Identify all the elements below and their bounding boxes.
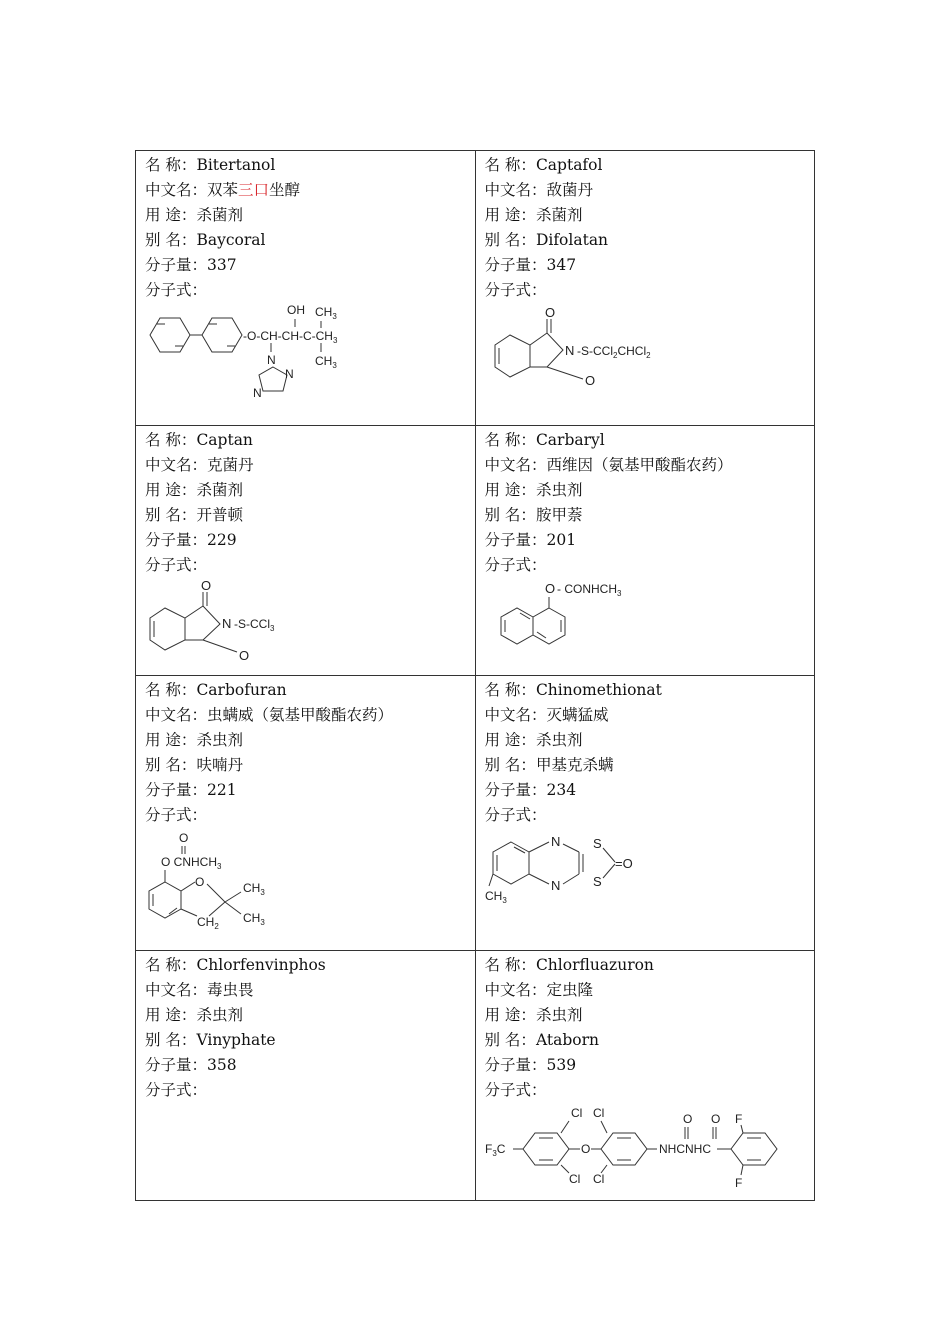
- compound-name: Bitertanol: [196, 156, 276, 174]
- mw-label: 分子量：: [145, 1056, 208, 1074]
- molecular-weight: 337: [207, 256, 237, 274]
- substituent-text: -S-CCl$_3$: [234, 617, 275, 633]
- formula-label: 分子式：: [484, 806, 547, 824]
- mw-label: 分子量：: [484, 781, 547, 799]
- alias-label: 别 名：: [145, 1031, 197, 1049]
- chlorine-2: Cl: [568, 1172, 580, 1186]
- methyl-a: $CH_3$: [243, 881, 265, 897]
- pesticide-table: [135, 150, 815, 1201]
- use-label: 用 途：: [145, 1006, 197, 1024]
- nitrogen: N: [222, 616, 232, 631]
- formula-label: 分子式：: [145, 806, 208, 824]
- structure-carbofuran: [145, 830, 455, 940]
- oxygen-urea-1: O: [682, 1112, 692, 1126]
- compound-alias: 甲基克杀螨: [535, 756, 614, 774]
- name-label: 名 称：: [145, 156, 197, 174]
- structure-captafol: [485, 305, 795, 405]
- oxygen-bottom: O: [239, 648, 250, 663]
- molecular-weight: 201: [546, 531, 577, 549]
- oxo-text: =O: [614, 856, 633, 871]
- compound-use: 杀菌剂: [196, 481, 243, 499]
- compound-name: Carbaryl: [535, 431, 605, 449]
- carbamate-text: O $CNHCH_3$: [161, 855, 222, 871]
- compound-alias: Ataborn: [535, 1031, 599, 1049]
- molecular-weight: 229: [207, 531, 237, 549]
- oxygen-top: O: [201, 580, 212, 593]
- substituent-text: -S-CCl$_2$CHCl$_2$: [576, 344, 651, 360]
- oxygen-top: O: [544, 305, 555, 320]
- ch3-top-text: $CH_3$: [315, 305, 337, 321]
- oxygen-carbonyl: O: [179, 831, 189, 845]
- compound-alias: Vinyphate: [196, 1031, 276, 1049]
- formula-label: 分子式：: [484, 1081, 547, 1099]
- alias-label: 别 名：: [484, 231, 536, 249]
- name-label: 名 称：: [145, 681, 197, 699]
- nitrogen: N: [564, 343, 574, 358]
- alias-label: 别 名：: [484, 756, 536, 774]
- cn-name-label: 中文名：: [145, 456, 208, 474]
- methyl-text: $CH_3$: [484, 889, 507, 905]
- oxygen-urea-2: O: [710, 1112, 720, 1126]
- cn-name-label: 中文名：: [484, 456, 547, 474]
- structure-chinomethionat: [485, 830, 795, 920]
- compound-name: Carbofuran: [196, 681, 287, 699]
- compound-cell-captafol: [475, 151, 815, 426]
- cn-name: 毒虫畏: [207, 981, 254, 999]
- compound-name: Captan: [196, 431, 253, 449]
- chlorine-3: Cl: [592, 1106, 604, 1120]
- cn-name-suffix: 坐醇: [269, 181, 301, 199]
- cn-name: 定虫隆: [546, 981, 594, 999]
- use-label: 用 途：: [145, 206, 197, 224]
- use-label: 用 途：: [484, 481, 536, 499]
- use-label: 用 途：: [484, 1006, 536, 1024]
- name-label: 名 称：: [484, 956, 536, 974]
- compound-alias: 开普顿: [196, 506, 243, 524]
- use-label: 用 途：: [145, 731, 197, 749]
- chlorine-4: Cl: [592, 1172, 604, 1186]
- chain-text: $-O-CH-CH-C-CH_3$: [243, 329, 338, 345]
- compound-name: Captafol: [535, 156, 603, 174]
- use-label: 用 途：: [484, 731, 536, 749]
- structure-bitertanol: [145, 305, 455, 405]
- compound-name: Chlorfluazuron: [535, 956, 654, 974]
- molecular-weight: 221: [207, 781, 237, 799]
- cn-name: 双苯: [207, 181, 239, 199]
- compound-cell-chlorfluazuron: [475, 951, 815, 1201]
- nitrogen-top: N: [550, 834, 560, 849]
- structure-captan: [145, 580, 455, 670]
- alias-label: 别 名：: [145, 231, 197, 249]
- cn-name: 灭螨猛威: [546, 706, 609, 724]
- sulfur-top: S: [592, 836, 602, 851]
- cn-name: 敌菌丹: [546, 181, 594, 199]
- compound-name: Chlorfenvinphos: [196, 956, 326, 974]
- mw-label: 分子量：: [484, 256, 547, 274]
- oxygen-ring: O: [195, 875, 205, 889]
- methylene: $CH_2$: [197, 915, 219, 931]
- compound-cell-captan: [136, 426, 476, 676]
- fluorine-2: F: [734, 1176, 742, 1190]
- ch3-bottom-text: $CH_3$: [315, 354, 337, 370]
- oh-text: OH: [287, 305, 305, 317]
- use-label: 用 途：: [145, 481, 197, 499]
- compound-use: 杀虫剂: [535, 731, 583, 749]
- urea-chain: NHCNHC: [658, 1142, 711, 1156]
- alias-label: 别 名：: [145, 756, 197, 774]
- molecular-weight: 234: [546, 781, 577, 799]
- structure-chlorfluazuron: [485, 1105, 800, 1195]
- oxygen: O: [544, 581, 555, 596]
- compound-cell-carbofuran: [136, 676, 476, 951]
- compound-alias: 呋喃丹: [196, 756, 243, 774]
- formula-label: 分子式：: [145, 556, 208, 574]
- mw-label: 分子量：: [484, 531, 547, 549]
- methyl-b: $CH_3$: [243, 911, 265, 927]
- molecular-weight: 358: [207, 1056, 237, 1074]
- molecular-weight: 539: [546, 1056, 577, 1074]
- formula-label: 分子式：: [484, 281, 547, 299]
- name-label: 名 称：: [484, 431, 536, 449]
- name-label: 名 称：: [484, 156, 536, 174]
- compound-use: 杀虫剂: [535, 481, 583, 499]
- triazole-n2: N: [285, 367, 294, 381]
- compound-use: 杀菌剂: [535, 206, 583, 224]
- mw-label: 分子量：: [145, 256, 208, 274]
- alias-label: 别 名：: [484, 1031, 536, 1049]
- compound-alias: Difolatan: [535, 231, 609, 249]
- name-label: 名 称：: [145, 956, 197, 974]
- compound-use: 杀虫剂: [196, 1006, 243, 1024]
- compound-name: Chinomethionat: [535, 681, 662, 699]
- compound-cell-chlorfenvinphos: [136, 951, 476, 1201]
- chlorine-1: Cl: [570, 1106, 582, 1120]
- compound-alias: 胺甲萘: [535, 506, 583, 524]
- mw-label: 分子量：: [145, 781, 208, 799]
- cn-name-label: 中文名：: [484, 706, 547, 724]
- compound-cell-chinomethionat: [475, 676, 815, 951]
- compound-cell-carbaryl: [475, 426, 815, 676]
- mw-label: 分子量：: [145, 531, 208, 549]
- cn-name: 虫螨威（氨基甲酸酯农药）: [207, 706, 394, 724]
- nitrogen-bottom: N: [550, 878, 560, 893]
- compound-cell-bitertanol: [136, 151, 476, 426]
- triazole-n3: N: [253, 386, 262, 400]
- formula-label: 分子式：: [484, 556, 547, 574]
- cn-name-label: 中文名：: [145, 981, 208, 999]
- compound-use: 杀菌剂: [196, 206, 243, 224]
- formula-label: 分子式：: [145, 281, 208, 299]
- cn-name-label: 中文名：: [484, 181, 547, 199]
- carbamate-text: - $CONHCH_3$: [556, 582, 621, 598]
- name-label: 名 称：: [484, 681, 536, 699]
- use-label: 用 途：: [484, 206, 536, 224]
- cn-name-label: 中文名：: [145, 706, 208, 724]
- cn-name: 西维因（氨基甲酸酯农药）: [546, 456, 733, 474]
- alias-label: 别 名：: [484, 506, 536, 524]
- oxygen-bottom: O: [584, 373, 595, 388]
- cn-name: 克菌丹: [207, 456, 254, 474]
- cn-name-highlight: 三口: [238, 181, 270, 199]
- triazole-n1: N: [267, 353, 276, 367]
- cn-name-label: 中文名：: [145, 181, 208, 199]
- compound-alias: Baycoral: [196, 231, 266, 249]
- name-label: 名 称：: [145, 431, 197, 449]
- cn-name-label: 中文名：: [484, 981, 547, 999]
- molecular-weight: 347: [546, 256, 577, 274]
- sulfur-bottom: S: [592, 874, 602, 889]
- cf3-text: $F_3C$: [484, 1142, 505, 1158]
- structure-carbaryl: [485, 580, 795, 655]
- compound-use: 杀虫剂: [196, 731, 243, 749]
- ether-oxygen: O: [580, 1142, 590, 1156]
- formula-label: 分子式：: [145, 1081, 208, 1099]
- mw-label: 分子量：: [484, 1056, 547, 1074]
- fluorine-1: F: [734, 1112, 742, 1126]
- alias-label: 别 名：: [145, 506, 197, 524]
- compound-use: 杀虫剂: [535, 1006, 583, 1024]
